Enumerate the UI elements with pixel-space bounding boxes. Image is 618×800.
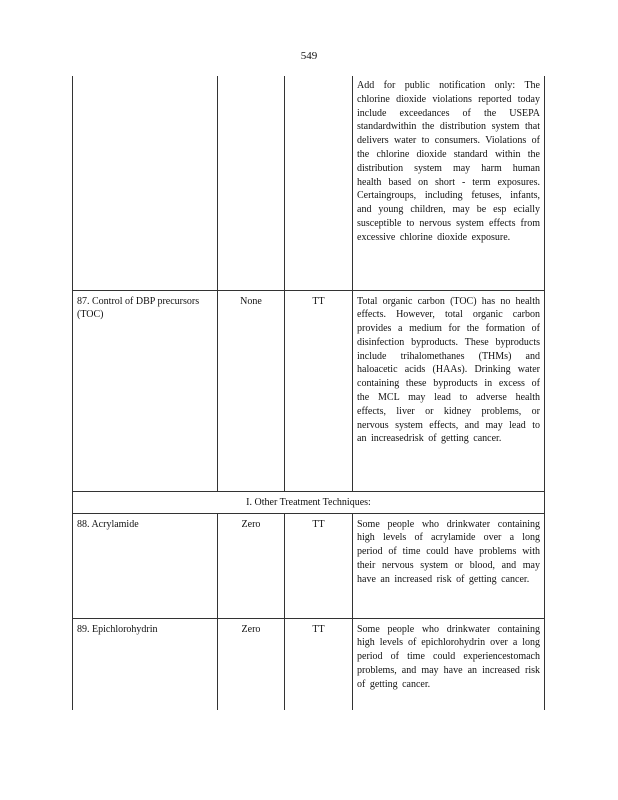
health-effects-cell: Some people who drinkwater containing high levels of acrylamide over a long period of time could have problems with their nervous system or blood, and may have an increased risk of getting cancer.	[353, 513, 545, 618]
contaminant-cell: 87. Control of DBP precursors (TOC)	[73, 290, 218, 491]
mcl-cell: TT	[285, 618, 353, 710]
table-row	[73, 290, 545, 491]
mclg-cell: Zero	[218, 513, 285, 618]
table-row	[73, 618, 545, 710]
contaminant-cell: 88. Acrylamide	[73, 513, 218, 618]
table-row	[73, 513, 545, 618]
contaminant-table	[72, 76, 545, 710]
mclg-cell: Zero	[218, 618, 285, 710]
mcl-cell: TT	[285, 290, 353, 491]
table-row	[73, 76, 545, 290]
health-effects-cell: Some people who drinkwater containing high levels of epichlorohydrin over a long period of time could experiencestomach problems, and may have an increased risk of getting cancer.	[353, 618, 545, 710]
health-effects-cell: Add for public notification only: The chlorine dioxide violations reported today include exceedances of the USEPA standardwithin the distribution system that delivers water to consumers. Violations of the chlorine dioxide standard within the distribution system may harm human health based on short - term exposures. Certaingroups, including fetuses, infants, and young children, may be esp ecially susceptible to nervous system effects from excessive chlorine dioxide exposure.	[353, 76, 545, 290]
mcl-cell: TT	[285, 513, 353, 618]
mcl-cell	[285, 76, 353, 290]
page-number: 549	[300, 50, 318, 62]
contaminant-cell: 89. Epichlorohydrin	[73, 618, 218, 710]
mclg-cell	[218, 76, 285, 290]
contaminant-cell	[73, 76, 218, 290]
health-effects-cell: Total organic carbon (TOC) has no health effects. However, total organic carbon provides a medium for the formation of disinfection byproducts. These byproducts include trihalomethanes (THMs) and haloacetic acids (HAAs). Drinking water containing these byproducts in excess of the MCL may lead to adverse health effects, liver or kidney problems, or nervous system effects, and may lead to an increasedrisk of getting cancer.	[353, 290, 545, 491]
section-heading-row	[73, 491, 545, 513]
mclg-cell: None	[218, 290, 285, 491]
section-heading: I. Other Treatment Techniques:	[73, 491, 545, 513]
